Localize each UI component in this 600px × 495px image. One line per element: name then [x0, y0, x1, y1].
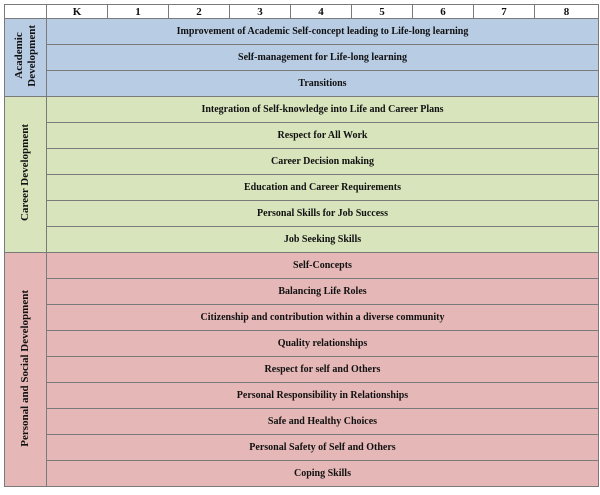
table-row	[5, 357, 599, 383]
standard-item: Respect for self and Others	[47, 357, 599, 383]
group-label-personal-social-text: Personal and Social Development	[19, 289, 31, 447]
table-row	[5, 123, 599, 149]
standard-item: Personal Responsibility in Relationships	[47, 383, 599, 409]
table-row	[5, 253, 599, 279]
standard-item: Respect for All Work	[47, 123, 599, 149]
domain-grade-table	[4, 4, 599, 487]
standard-item: Improvement of Academic Self-concept leading to Life-long learning	[47, 19, 599, 45]
table-row	[5, 201, 599, 227]
table-row	[5, 97, 599, 123]
group-label-career-text: Career Development	[19, 124, 31, 222]
grade-header-5: 5	[352, 5, 413, 19]
grade-header-3: 3	[230, 5, 291, 19]
standard-item: Integration of Self-knowledge into Life and Career Plans	[47, 97, 599, 123]
grade-header-8: 8	[535, 5, 599, 19]
table-row	[5, 279, 599, 305]
corner-cell	[5, 5, 47, 19]
standard-item: Career Decision making	[47, 149, 599, 175]
standard-item: Quality relationships	[47, 331, 599, 357]
group-label-academic	[5, 19, 47, 97]
grade-header-k: K	[47, 5, 108, 19]
group-label-career	[5, 97, 47, 253]
grade-header-7: 7	[474, 5, 535, 19]
standard-item: Personal Safety of Self and Others	[47, 435, 599, 461]
table-row	[5, 409, 599, 435]
table-row	[5, 383, 599, 409]
standard-item: Self-Concepts	[47, 253, 599, 279]
table-row	[5, 461, 599, 487]
group-label-academic-line-1: Academic	[12, 32, 25, 80]
table-row	[5, 19, 599, 45]
table-row	[5, 227, 599, 253]
standard-item: Education and Career Requirements	[47, 175, 599, 201]
group-label-personal-social	[5, 253, 47, 487]
grade-header-4: 4	[291, 5, 352, 19]
standard-item: Job Seeking Skills	[47, 227, 599, 253]
table-row	[5, 175, 599, 201]
table-row	[5, 331, 599, 357]
standard-item: Safe and Healthy Choices	[47, 409, 599, 435]
grade-header-2: 2	[169, 5, 230, 19]
group-label-academic-line-2: Development	[25, 25, 38, 87]
grade-header-6: 6	[413, 5, 474, 19]
standard-item: Balancing Life Roles	[47, 279, 599, 305]
standard-item: Transitions	[47, 71, 599, 97]
standard-item: Citizenship and contribution within a diverse community	[47, 305, 599, 331]
table-row	[5, 71, 599, 97]
grade-header-row	[5, 5, 599, 19]
standard-item: Coping Skills	[47, 461, 599, 487]
standard-item: Personal Skills for Job Success	[47, 201, 599, 227]
curriculum-grid	[4, 4, 598, 493]
table-row	[5, 45, 599, 71]
table-row	[5, 149, 599, 175]
standard-item: Self-management for Life-long learning	[47, 45, 599, 71]
grade-header-1: 1	[108, 5, 169, 19]
table-row	[5, 435, 599, 461]
table-row	[5, 305, 599, 331]
